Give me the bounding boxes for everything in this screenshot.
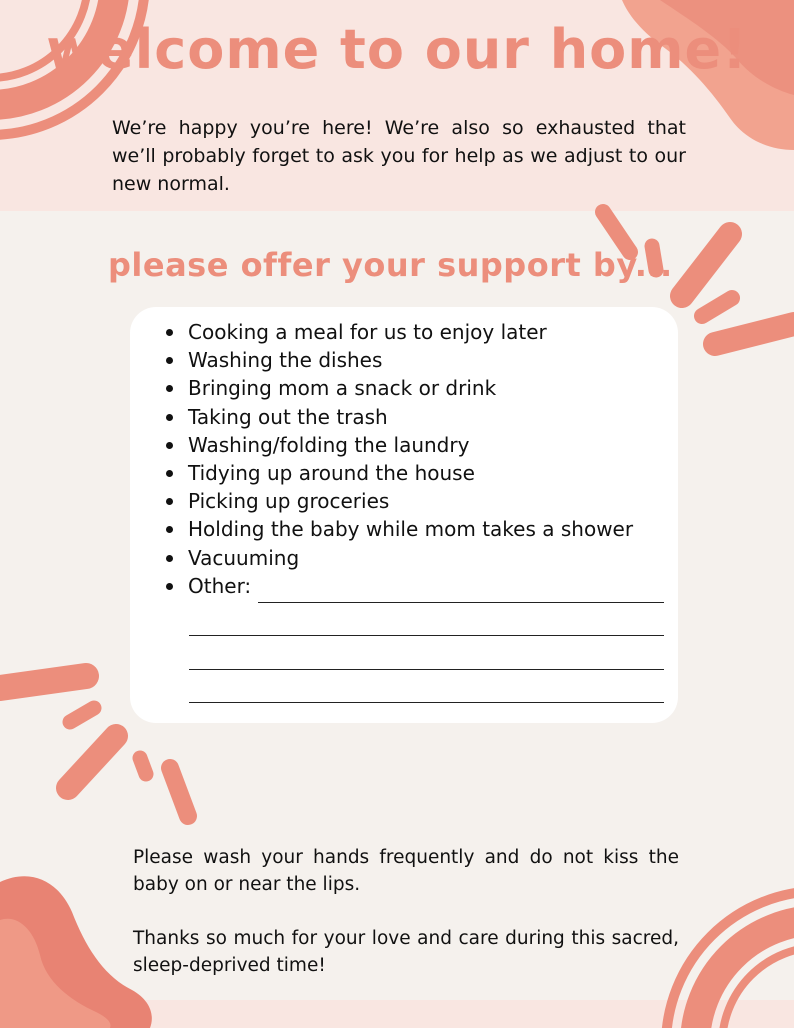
other-write-in-line [258, 602, 664, 603]
page-title: welcome to our home! [46, 18, 748, 81]
list-item: Washing/folding the laundry [164, 431, 633, 459]
list-item: Tidying up around the house [164, 459, 633, 487]
other-write-in-line [189, 669, 664, 670]
bottom-right-rainbow-decoration [666, 891, 794, 1028]
list-item: Washing the dishes [164, 346, 633, 374]
list-item: Picking up groceries [164, 487, 633, 515]
list-item: Vacuuming [164, 544, 633, 572]
list-item: Cooking a meal for us to enjoy later [164, 318, 633, 346]
list-item: Holding the baby while mom takes a shower [164, 515, 633, 543]
intro-paragraph: We’re happy you’re here! We’re also so exhausted that we’ll probably forget to ask you for help as we adjust to our new normal. [112, 117, 686, 195]
support-heading: please offer your support by... [108, 246, 673, 284]
list-item: Bringing mom a snack or drink [164, 374, 633, 402]
hands-note: Please wash your hands frequently and do not kiss the baby on or near the lips. [133, 847, 679, 895]
list-item-other: Other: [164, 572, 633, 600]
list-item: Taking out the trash [164, 403, 633, 431]
thanks-note: Thanks so much for your love and care during this sacred, sleep-deprived time! [133, 928, 679, 976]
support-list [164, 318, 633, 600]
other-write-in-line [189, 702, 664, 703]
other-write-in-line [189, 635, 664, 636]
